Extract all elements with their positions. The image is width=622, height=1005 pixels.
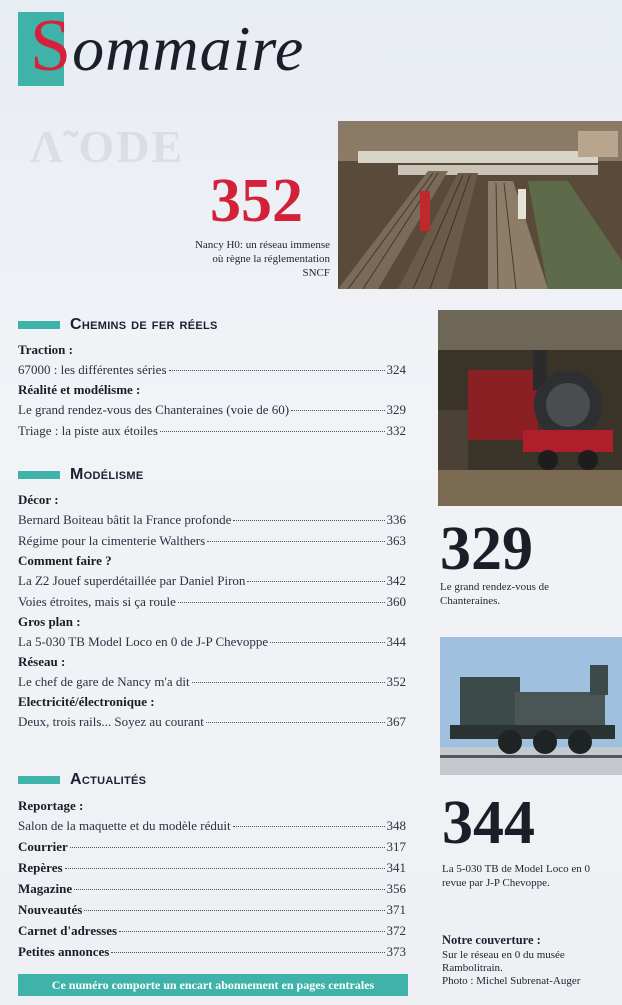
entry-page: 373 [386,944,406,959]
dot-leader [178,602,385,603]
cover-note [442,934,622,988]
dot-leader [192,682,385,683]
entry-title: Courrier [18,839,68,854]
toc-entry[interactable] [18,941,406,962]
entry-page: 360 [386,594,406,609]
entry-title: Carnet d'adresses [18,923,118,938]
dot-leader [70,847,385,848]
model-locomotive-photo [440,637,622,775]
dot-leader [119,931,384,932]
entry-page: 324 [386,362,406,377]
toc-entry[interactable] [18,920,406,941]
entry-page: 344 [386,634,406,649]
section-accent-bar [18,471,60,479]
page-title [30,4,304,89]
entry-page: 332 [386,423,406,438]
title-initial: S [30,5,73,87]
feature-number-329: 329 [440,515,533,583]
category-label: Reportage : [18,798,84,813]
category-label: Réalité et modélisme : [18,382,141,397]
toc-entry[interactable] [18,359,406,380]
toc-entry[interactable] [18,857,406,878]
dot-leader [74,889,384,890]
category-label: Gros plan : [18,614,81,629]
entry-title: Petites annonces [18,944,110,959]
dot-leader [233,520,384,521]
section-title: Chemins de fer réels [70,316,218,333]
entry-page: 317 [386,839,406,854]
section-list-actualites [18,796,406,962]
cover-photo-credit: Photo : Michel Subrenat-Auger [442,975,581,987]
toc-entry[interactable] [18,815,406,836]
dot-leader [247,581,384,582]
entry-title: Le chef de gare de Nancy m'a dit [18,674,190,689]
toc-entry[interactable] [18,836,406,857]
toc-entry[interactable] [18,899,406,920]
dot-leader [206,722,385,723]
feature-number-352: 352 [210,167,303,235]
dot-leader [233,826,385,827]
entry-title: Le grand rendez-vous des Chanteraines (voie de 60) [18,402,290,417]
toc-entry[interactable] [18,878,406,899]
dot-leader [160,431,385,432]
title-rest: ommaire [72,13,305,84]
entry-title: La Z2 Jouef superdétaillée par Daniel Piron [18,573,246,588]
feature-caption-329: Le grand rendez-vous de Chanteraines. [440,581,550,607]
category-label: Comment faire ? [18,553,112,568]
entry-page: 329 [386,402,406,417]
toc-entry[interactable] [18,711,406,732]
toc-entry[interactable] [18,591,406,612]
locomotive-photo-chanteraines [438,310,622,506]
section-title: Actualités [70,771,147,788]
toc-entry[interactable] [18,530,406,551]
entry-page: 348 [386,818,406,833]
section-header-chemins-de-fer [18,316,218,334]
entry-title: Repères [18,860,63,875]
subscription-banner: Ce numéro comporte un encart abonnement en pages centrales [18,974,408,996]
category-label: Réseau : [18,654,66,669]
section-list-chemins-de-fer [18,340,406,441]
entry-page: 372 [386,923,406,938]
entry-title: Deux, trois rails... Soyez au courant [18,714,204,729]
entry-title: Bernard Boiteau bâtit la France profonde [18,512,232,527]
entry-page: 363 [386,533,406,548]
entry-title: Triage : la piste aux étoiles [18,423,158,438]
dot-leader [84,910,384,911]
entry-page: 367 [386,714,406,729]
dot-leader [207,541,384,542]
entry-title: 67000 : les différentes séries [18,362,167,377]
cover-title: Notre couverture : [442,933,541,947]
entry-title: Salon de la maquette et du modèle réduit [18,818,231,833]
entry-page: 341 [386,860,406,875]
entry-title: Régime pour la cimenterie Walthers [18,533,206,548]
toc-entry[interactable] [18,671,406,692]
entry-page: 352 [386,674,406,689]
category-label: Traction : [18,342,73,357]
dot-leader [111,952,384,953]
entry-page: 371 [386,902,406,917]
feature-caption-344: La 5-030 TB de Model Loco en 0 revue par J-P Chevoppe. [442,863,590,889]
toc-entry[interactable] [18,570,406,591]
entry-title: Voies étroites, mais si ça roule [18,594,176,609]
toc-entry[interactable] [18,509,406,530]
dot-leader [169,370,385,371]
feature-caption-352: Nancy H0: un réseau immense où règne la réglementation SNCF [194,239,330,279]
dot-leader [270,642,384,643]
section-header-modelisme [18,466,143,484]
cover-text: Sur le réseau en 0 du musée Rambolitrain. [442,949,565,974]
bleed-through-text: Λ̃ ODE [30,121,185,172]
layout-photo-nancy [338,121,622,289]
entry-title: La 5-030 TB Model Loco en 0 de J-P Chevoppe [18,634,269,649]
category-label: Décor : [18,492,59,507]
entry-title: Nouveautés [18,902,83,917]
entry-page: 356 [386,881,406,896]
section-accent-bar [18,321,60,329]
section-accent-bar [18,776,60,784]
category-label: Electricité/électronique : [18,694,155,709]
toc-entry[interactable] [18,399,406,420]
toc-entry[interactable] [18,631,406,652]
toc-entry[interactable] [18,420,406,441]
feature-number-344: 344 [442,789,535,857]
entry-title: Magazine [18,881,73,896]
dot-leader [65,868,385,869]
entry-page: 336 [386,512,406,527]
dot-leader [291,410,384,411]
section-list-modelisme [18,490,406,732]
section-title: Modélisme [70,466,144,483]
entry-page: 342 [386,573,406,588]
section-header-actualites [18,771,146,789]
